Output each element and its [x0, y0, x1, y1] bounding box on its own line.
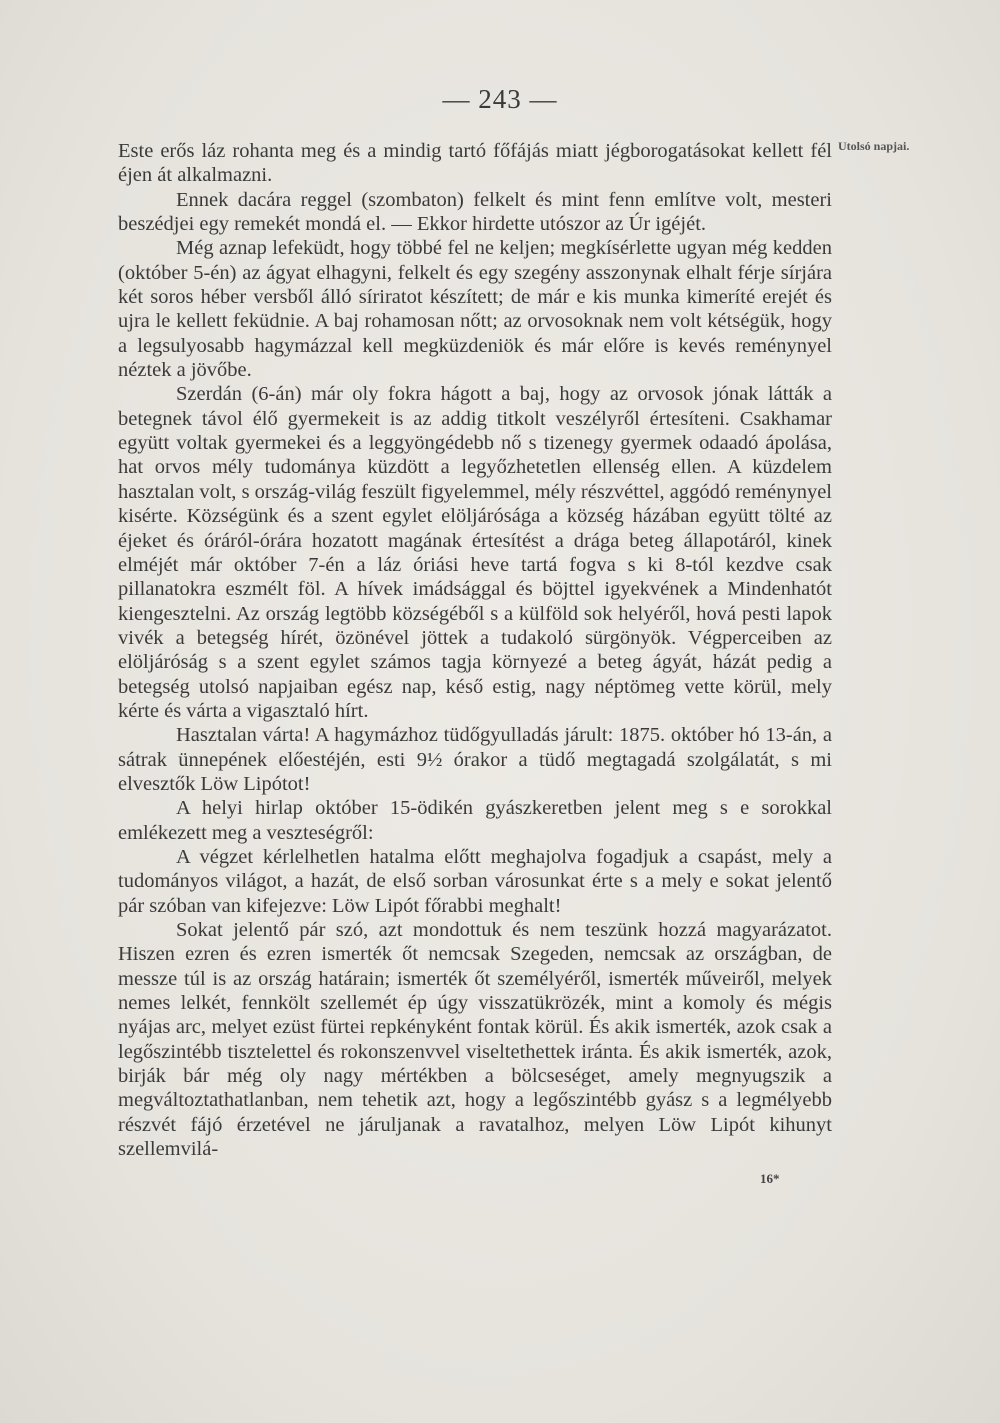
paragraph: Este erős láz rohanta meg és a mindig tartó főfájás miatt jégborogatásokat kellett fél éjen át alkalmazni.: [118, 140, 832, 187]
paragraph: Hasztalan várta! A hagymázhoz tüdőgyulladás járult: 1875. október hó 13-án, a sátrak ünnepének előestéjén, esti 9½ órakor a tüdő megtagadá szolgálatát, s mi elvesztők Löw Lipótot!: [118, 724, 832, 795]
paragraph: A végzet kérlelhetlen hatalma előtt meghajolva fogadjuk a csapást, mely a tudományos világot, a hazát, de első sorban városunkat érte s a mely e sokat jelentő pár szóban van kifejezve: Löw Lipót főrabbi meghalt!: [118, 845, 832, 917]
body-text: [118, 139, 832, 1161]
page-number: — 243 —: [442, 84, 558, 114]
paragraph: Még aznap lefeküdt, hogy többé fel ne keljen; megkísérlette ugyan még kedden (október 5-én) az ágyat elhagyni, felkelt és egy szegény asszonynak elhalt férje sírjára két soros héber versből álló síriratot készített; de már e kis munka kimeríté erejét és ujra le kellett feküdnie. A baj rohamosan nőtt; az orvosoknak nem volt kétségük, hogy a legsulyosabb hagymázzal kell megküzdeniök és már előre is kevés reménynyel néztek a jövőbe.: [118, 237, 832, 382]
paragraph: Ennek dacára reggel (szombaton) felkelt és mint fenn említve volt, mesteri beszédjei egy remekét mondá el. — Ekkor hirdette utószor az Úr igéjét.: [118, 188, 832, 236]
margin-note: Utolsó napjai.: [838, 139, 910, 153]
paragraph: Sokat jelentő pár szó, azt mondottuk és nem teszünk hozzá magyarázatot. Hiszen ezren és ezren ismerték őt nemcsak Szegeden, nemcsak az országban, de messze túl is az ország határain; ismerték őt személyéről, ismerték műveiről, melyek nemes lelkét, fennkölt szellemét ép úgy visszatükrözék, mint a komoly és mégis nyájas arc, melyet ezüst fürtei repkényként fontak körül. És akik ismerték, azok csak a legőszintébb tisztelettel és rokonszenvvel viseltethettek iránta. És akik ismerték, azok, birják bár még oly nagy mértékben a bölcseséget, amely megnyugszik a megváltoztathatlanban, nem tehetik azt, hogy a legőszintébb gyász s a legmélyebb részvét fájó érzetével ne járuljanak a ravatalhoz, melyen Löw Lipót kihunyt szellemvilá-: [118, 919, 832, 1161]
paragraph: A helyi hirlap október 15-ödikén gyászkeretben jelent meg s e sorokkal emlékezett meg a veszteségről:: [118, 797, 832, 844]
paragraph: Szerdán (6-án) már oly fokra hágott a baj, hogy az orvosok jónak látták a betegnek távol élő gyermekeit is az addig titkolt veszélyről értesíteni. Csakhamar együtt voltak gyermekei és a leggyöngédebb nő s tizenegy gyermek odaadó ápolása, hat orvos mély tudománya küzdött a legyőzhetetlen ellenség ellen. A küzdelem hasztalan volt, s ország-világ feszült figyelemmel, mély részvéttel, aggódó reménynyel kisérte. Községünk és a szent egylet elöljárósága a község házában együtt tölté az éjeket és óráról-órára hozatott magának értesítést a drága beteg állapotáról, kinek elméjét már október 7-én a láz óriási heve tartá fogva s ki 8-tól kezdve csak pillanatokra eszmélt föl. A hívek imádsággal és böjttel igyekvének a Mindenhatót kiengesztelni. Az ország legtöbb községéből s a külföld sok helyéről, hová pesti lapok vivék a betegség hírét, özönével jöttek a tudakoló sürgönyök. Végperceiben az elöljáróság s a szent egylet számos tagja környezé a beteg ágyát, házát pedig a betegség utolsó napjaiban egész nap, késő estig, nagy néptömeg vette körül, mely kérte és várta a vigasztaló hírt.: [118, 383, 832, 722]
signature-mark: 16*: [760, 1171, 780, 1186]
